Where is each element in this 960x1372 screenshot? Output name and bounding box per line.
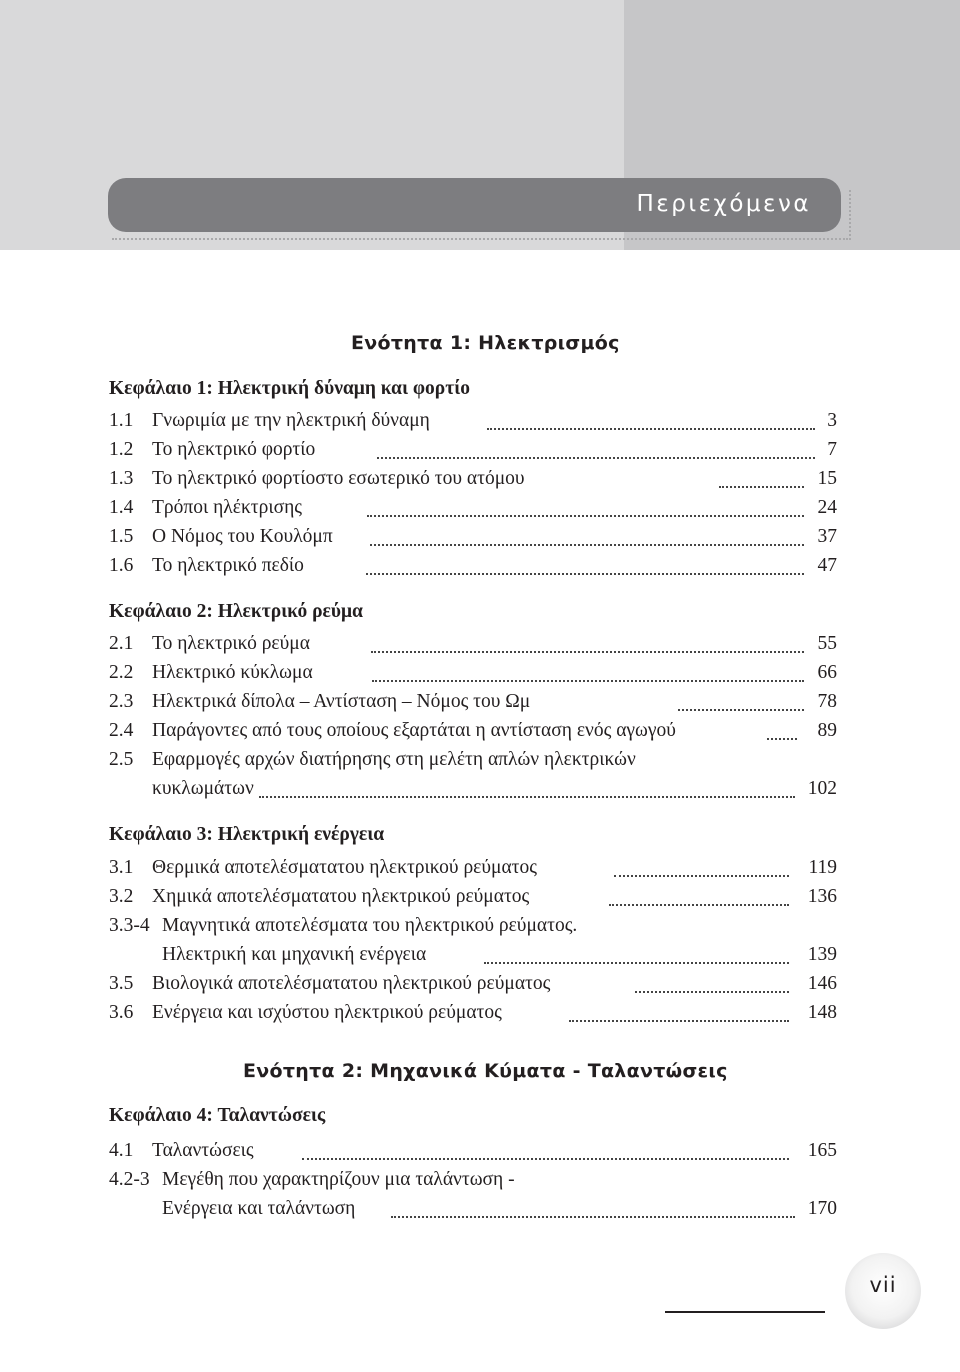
entry-page: 55 — [817, 633, 837, 654]
entry-page: 139 — [807, 944, 837, 965]
dot-leader — [678, 709, 804, 711]
entry-title: Ο Νόμος του Κουλόμπ — [152, 526, 333, 547]
dot-leader — [259, 796, 795, 798]
chapter-2-heading: Κεφάλαιο 2: Ηλεκτρικό ρεύμα — [109, 601, 363, 622]
entry-title: Βιολογικά αποτελέσματατου ηλεκτρικού ρεύματος — [152, 973, 551, 994]
dot-leader — [635, 991, 789, 993]
contents-banner — [108, 178, 841, 232]
dot-leader — [367, 515, 804, 517]
chapter-1-heading: Κεφάλαιο 1: Ηλεκτρική δύναμη και φορτίο — [109, 378, 470, 399]
entry-number: 2.2 — [109, 662, 134, 683]
unit-1-heading: Ενότητα 1: Ηλεκτρισμός — [351, 332, 620, 354]
entry-page: 165 — [807, 1140, 837, 1161]
page-number-badge — [845, 1253, 921, 1329]
entry-title-line2: Ηλεκτρική και μηχανική ενέργεια — [162, 944, 427, 965]
entry-title: Θερμικά αποτελέσματατου ηλεκτρικού ρεύματος — [152, 857, 537, 878]
entry-number: 2.5 — [109, 749, 134, 770]
dot-leader — [614, 875, 789, 877]
page-title: Περιεχόμενα — [636, 191, 811, 217]
entry-title: Το ηλεκτρικό ρεύμα — [152, 633, 310, 654]
chapter-4-heading: Κεφάλαιο 4: Ταλαντώσεις — [109, 1105, 326, 1126]
entry-number: 1.4 — [109, 497, 134, 518]
entry-number: 2.1 — [109, 633, 134, 654]
entry-number: 2.3 — [109, 691, 134, 712]
dot-leader — [484, 962, 789, 964]
entry-page: 3 — [827, 410, 837, 431]
entry-number: 3.5 — [109, 973, 134, 994]
entry-page: 15 — [817, 468, 837, 489]
entry-title: Παράγοντες από τους οποίους εξαρτάται η αντίσταση ενός αγωγού — [152, 720, 676, 741]
dot-leader — [371, 651, 804, 653]
entry-page: 47 — [817, 555, 837, 576]
entry-title: Ταλαντώσεις — [152, 1140, 254, 1161]
dot-leader — [366, 573, 804, 575]
entry-title: Χημικά αποτελέσματατου ηλεκτρικού ρεύματος — [152, 886, 530, 907]
entry-page: 89 — [817, 720, 837, 741]
entry-number: 2.4 — [109, 720, 134, 741]
footer-rule — [665, 1311, 825, 1313]
dot-leader — [767, 738, 797, 740]
entry-title-line2: Ενέργεια και ταλάντωση — [162, 1198, 356, 1219]
page-number: vii — [869, 1273, 897, 1297]
banner-dotted-rule — [112, 238, 848, 240]
entry-number: 4.2-3 — [109, 1169, 150, 1190]
dot-leader — [569, 1020, 789, 1022]
entry-title: Γνωριμία με την ηλεκτρική δύναμη — [152, 410, 430, 431]
dot-leader — [487, 428, 815, 430]
entry-title: Το ηλεκτρικό φορτίο — [152, 439, 316, 460]
entry-page: 7 — [827, 439, 837, 460]
entry-title: Ενέργεια και ισχύστου ηλεκτρικού ρεύματος — [152, 1002, 502, 1023]
entry-number: 1.6 — [109, 555, 134, 576]
banner-dotted-rule-vertical — [849, 190, 851, 240]
entry-title: Τρόποι ηλέκτρισης — [152, 497, 303, 518]
dot-leader — [391, 1216, 795, 1218]
entry-number: 1.1 — [109, 410, 134, 431]
entry-page: 148 — [807, 1002, 837, 1023]
entry-number: 3.1 — [109, 857, 134, 878]
entry-number: 4.1 — [109, 1140, 134, 1161]
entry-title: Μεγέθη που χαρακτηρίζουν μια ταλάντωση - — [162, 1169, 515, 1190]
entry-title: Ηλεκτρικά δίπολα – Αντίσταση – Νόμος του Ωμ — [152, 691, 531, 712]
entry-page: 170 — [807, 1198, 837, 1219]
entry-number: 1.2 — [109, 439, 134, 460]
unit-2-heading: Ενότητα 2: Μηχανικά Κύματα - Ταλαντώσεις — [243, 1060, 728, 1082]
entry-page: 24 — [817, 497, 837, 518]
entry-number: 3.3-4 — [109, 915, 150, 936]
dot-leader — [377, 457, 815, 459]
entry-title: Το ηλεκτρικό πεδίο — [152, 555, 304, 576]
entry-page: 78 — [817, 691, 837, 712]
entry-number: 1.3 — [109, 468, 134, 489]
entry-title-line2: κυκλωμάτων — [152, 778, 254, 799]
dot-leader — [302, 1158, 789, 1160]
entry-page: 119 — [808, 857, 837, 878]
entry-title: Μαγνητικά αποτελέσματα του ηλεκτρικού ρεύματος. — [162, 915, 578, 936]
entry-page: 146 — [807, 973, 837, 994]
dot-leader — [370, 544, 804, 546]
dot-leader — [372, 680, 804, 682]
chapter-3-heading: Κεφάλαιο 3: Ηλεκτρική ενέργεια — [109, 824, 385, 845]
entry-number: 1.5 — [109, 526, 134, 547]
entry-number: 3.2 — [109, 886, 134, 907]
entry-page: 66 — [817, 662, 837, 683]
entry-title: Το ηλεκτρικό φορτίοστο εσωτερικό του ατόμου — [152, 468, 525, 489]
entry-page: 37 — [817, 526, 837, 547]
entry-page: 136 — [807, 886, 837, 907]
entry-title: Εφαρμογές αρχών διατήρησης στη μελέτη απλών ηλεκτρικών — [152, 749, 636, 770]
entry-page: 102 — [807, 778, 837, 799]
dot-leader — [719, 486, 804, 488]
entry-title: Ηλεκτρικό κύκλωμα — [152, 662, 313, 683]
entry-number: 3.6 — [109, 1002, 134, 1023]
dot-leader — [609, 904, 789, 906]
